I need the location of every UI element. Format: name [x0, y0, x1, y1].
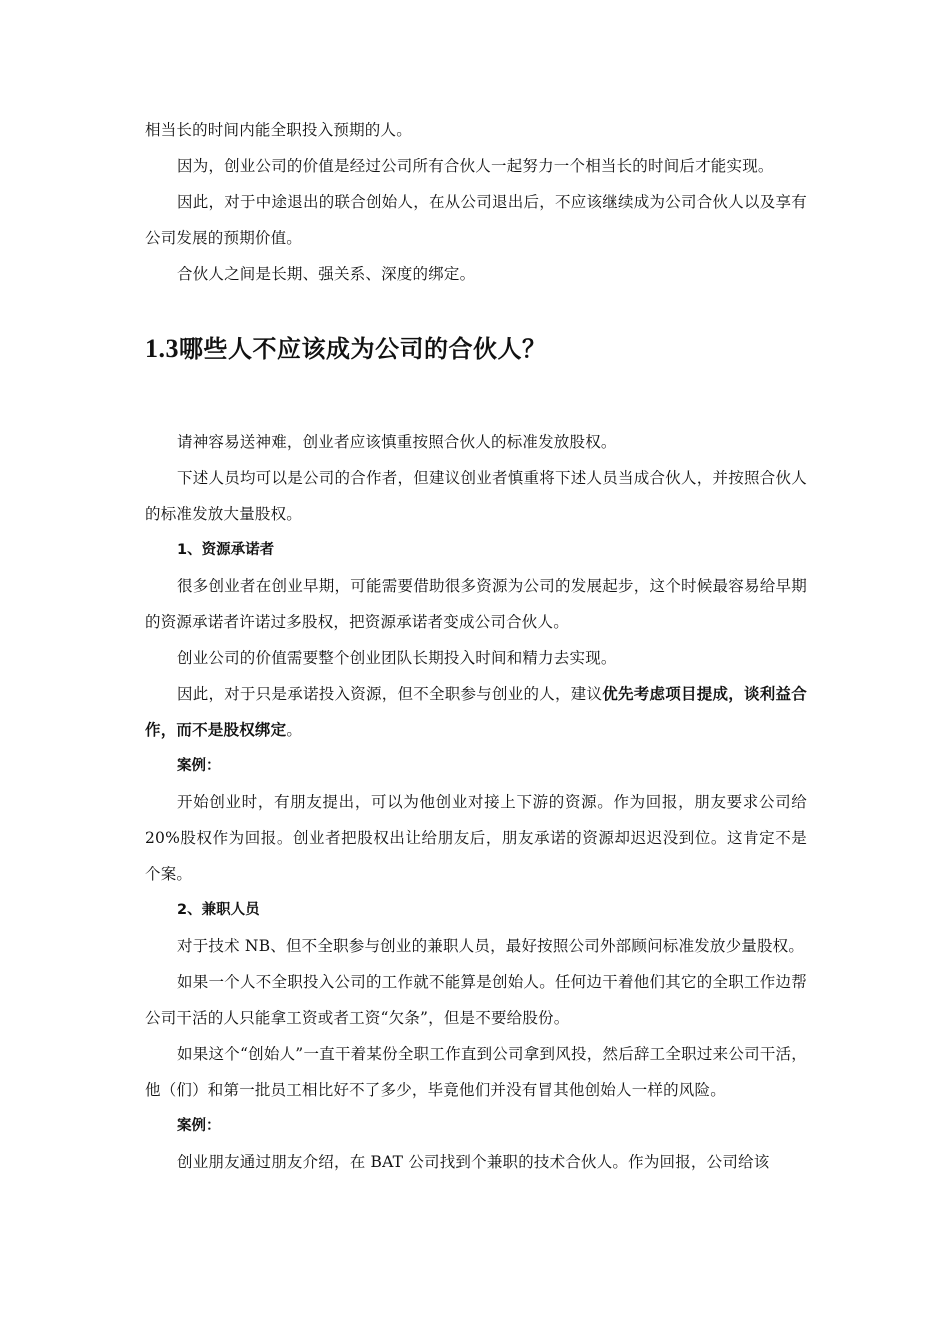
paragraph-continuation: 相当长的时间内能全职投入预期的人。: [145, 121, 412, 139]
section-number: 1.3: [145, 334, 179, 363]
paragraph-not-founder: 如果一个人不全职投入公司的工作就不能算是创始人。任何边干着他们其它的全职工作边帮公司干活的人只能拿工资或者工资“欠条”，但是不要给股份。: [145, 973, 807, 1027]
case-label-2: 案例：: [177, 1118, 221, 1134]
recommendation-emphasis: 优先考虑项目提成，谈利益合作，而不是股权绑定: [145, 685, 807, 739]
section-title: 哪些人不应该成为公司的合伙人？: [179, 335, 547, 363]
paragraph-recommendation: [145, 676, 807, 748]
paragraph-resource-early: 很多创业者在创业早期，可能需要借助很多资源为公司的发展起步，这个时候最容易给早期的资源承诺者许诺过多股权，把资源承诺者变成公司合伙人。: [145, 577, 807, 631]
paragraph-case-2: 创业朋友通过朋友介绍，在 BAT 公司找到个兼职的技术合伙人。作为回报，公司给该: [177, 1153, 770, 1171]
case-label-1: 案例：: [177, 758, 221, 774]
document-page: [145, 112, 807, 1180]
paragraph-therefore-exit: 因此，对于中途退出的联合创始人，在从公司退出后，不应该继续成为公司合伙人以及享有公司发展的预期价值。: [145, 193, 807, 247]
subheading-part-time: 2、兼职人员: [177, 902, 260, 918]
recommendation-prefix: 因此，对于只是承诺投入资源，但不全职参与创业的人，建议: [177, 685, 603, 703]
recommendation-suffix: 。: [286, 721, 303, 739]
paragraph-case-1: 开始创业时，有朋友提出，可以为他创业对接上下游的资源。作为回报，朋友要求公司给 20%股权作为回报。创业者把股权出让给朋友后，朋友承诺的资源却迟迟没到位。这肯定不是个案。: [145, 793, 807, 883]
paragraph-team-value: 创业公司的价值需要整个创业团队长期投入时间和精力去实现。: [177, 649, 617, 667]
paragraph-because: 因为，创业公司的价值是经过公司所有合伙人一起努力一个相当长的时间后才能实现。: [177, 157, 774, 175]
paragraph-founder-risk: 如果这个“创始人”一直干着某份全职工作直到公司拿到风投，然后辞工全职过来公司干活，他（们）和第一批员工相比好不了多少，毕竟他们并没有冒其他创始人一样的风险。: [145, 1045, 807, 1099]
section-heading: [145, 332, 807, 366]
paragraph-invite: 请神容易送神难，创业者应该慎重按照合伙人的标准发放股权。: [177, 433, 617, 451]
subheading-resource-promisers: 1、资源承诺者: [177, 542, 275, 558]
paragraph-following: 下述人员均可以是公司的合作者，但建议创业者慎重将下述人员当成合伙人，并按照合伙人的标准发放大量股权。: [145, 469, 807, 523]
paragraph-part-time-advice: 对于技术 NB、但不全职参与创业的兼职人员，最好按照公司外部顾问标准发放少量股权。: [177, 937, 805, 955]
paragraph-binding: 合伙人之间是长期、强关系、深度的绑定。: [177, 265, 476, 283]
